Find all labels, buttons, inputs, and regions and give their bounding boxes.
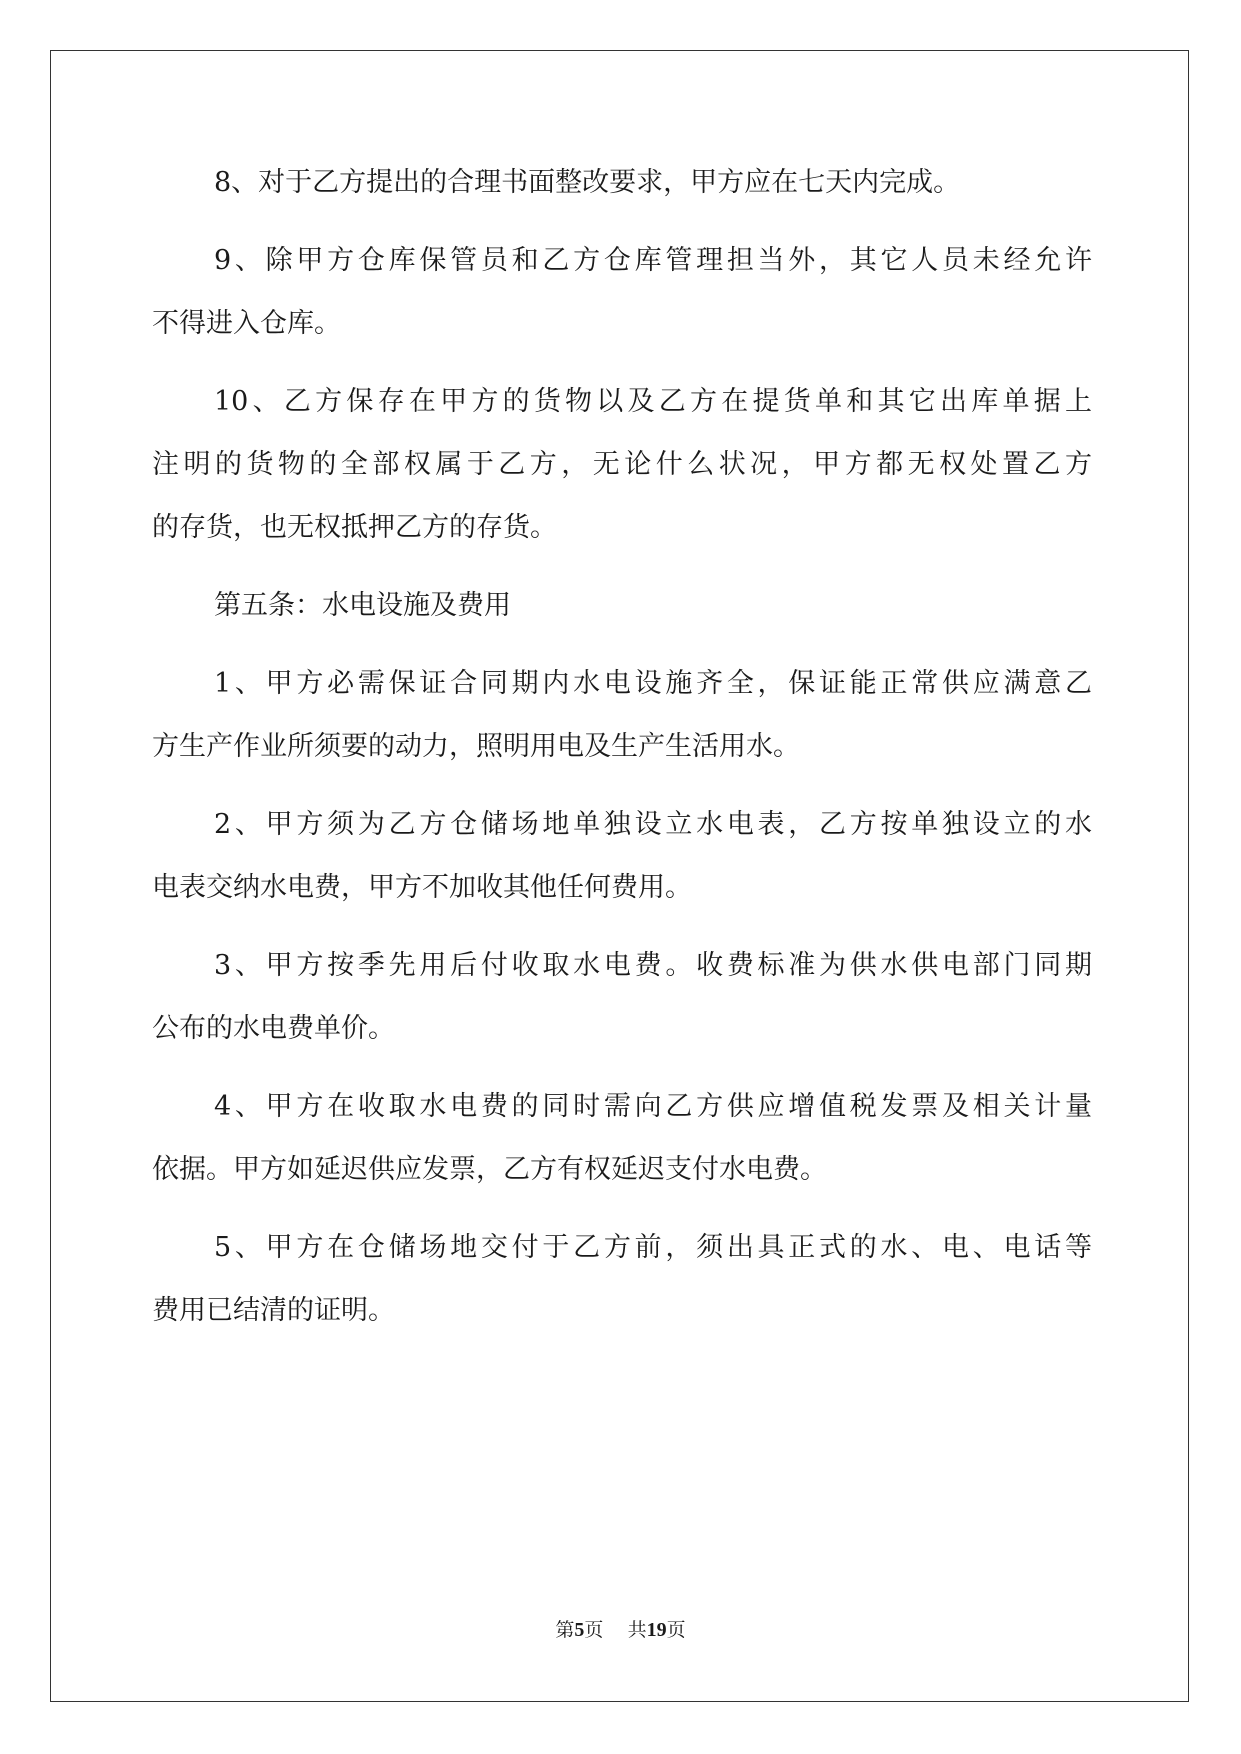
section-5-item-4-line-2: 依据。甲方如延迟供应发票，乙方有权延迟支付水电费。: [152, 1154, 827, 1185]
section-5-item-1-line-1: 1、甲方必需保证合同期内水电设施齐全，保证能正常供应满意乙: [214, 668, 1092, 699]
section-5-heading: 第五条：水电设施及费用: [214, 590, 511, 621]
section-5-item-2-line-2: 电表交纳水电费，甲方不加收其他任何费用。: [152, 872, 692, 903]
clause-10-line-2: 注明的货物的全部权属于乙方，无论什么状况，甲方都无权处置乙方: [152, 449, 1092, 480]
clause-8-line-1: 8、对于乙方提出的合理书面整改要求，甲方应在七天内完成。: [214, 167, 961, 198]
section-5-item-4-line-1: 4、甲方在收取水电费的同时需向乙方供应增值税发票及相关计量: [214, 1091, 1092, 1122]
page-footer: [0, 1617, 1241, 1643]
footer-total-prefix: 共: [627, 1619, 647, 1641]
section-5-item-3-line-1: 3、甲方按季先用后付收取水电费。收费标准为供水供电部门同期: [214, 950, 1092, 981]
clause-9-line-1: 9、除甲方仓库保管员和乙方仓库管理担当外，其它人员未经允许: [214, 245, 1092, 276]
footer-page-number: 5: [574, 1619, 585, 1641]
section-5-item-1-line-2: 方生产作业所须要的动力，照明用电及生产生活用水。: [152, 731, 800, 762]
footer-total-pages: 19: [646, 1619, 667, 1641]
section-5-item-2-line-1: 2、甲方须为乙方仓储场地单独设立水电表，乙方按单独设立的水: [214, 809, 1092, 840]
footer-page-suffix: 页: [584, 1619, 604, 1641]
clause-9-line-2: 不得进入仓库。: [152, 308, 341, 339]
section-5-item-5-line-2: 费用已结清的证明。: [152, 1295, 395, 1326]
clause-10-line-3: 的存货，也无权抵押乙方的存货。: [152, 512, 557, 543]
section-5-item-3-line-2: 公布的水电费单价。: [152, 1013, 395, 1044]
clause-10-line-1: 10、乙方保存在甲方的货物以及乙方在提货单和其它出库单据上: [214, 386, 1092, 417]
footer-prefix: 第: [555, 1619, 575, 1641]
section-5-item-5-line-1: 5、甲方在仓储场地交付于乙方前，须出具正式的水、电、电话等: [214, 1232, 1092, 1263]
footer-total-suffix: 页: [666, 1619, 686, 1641]
